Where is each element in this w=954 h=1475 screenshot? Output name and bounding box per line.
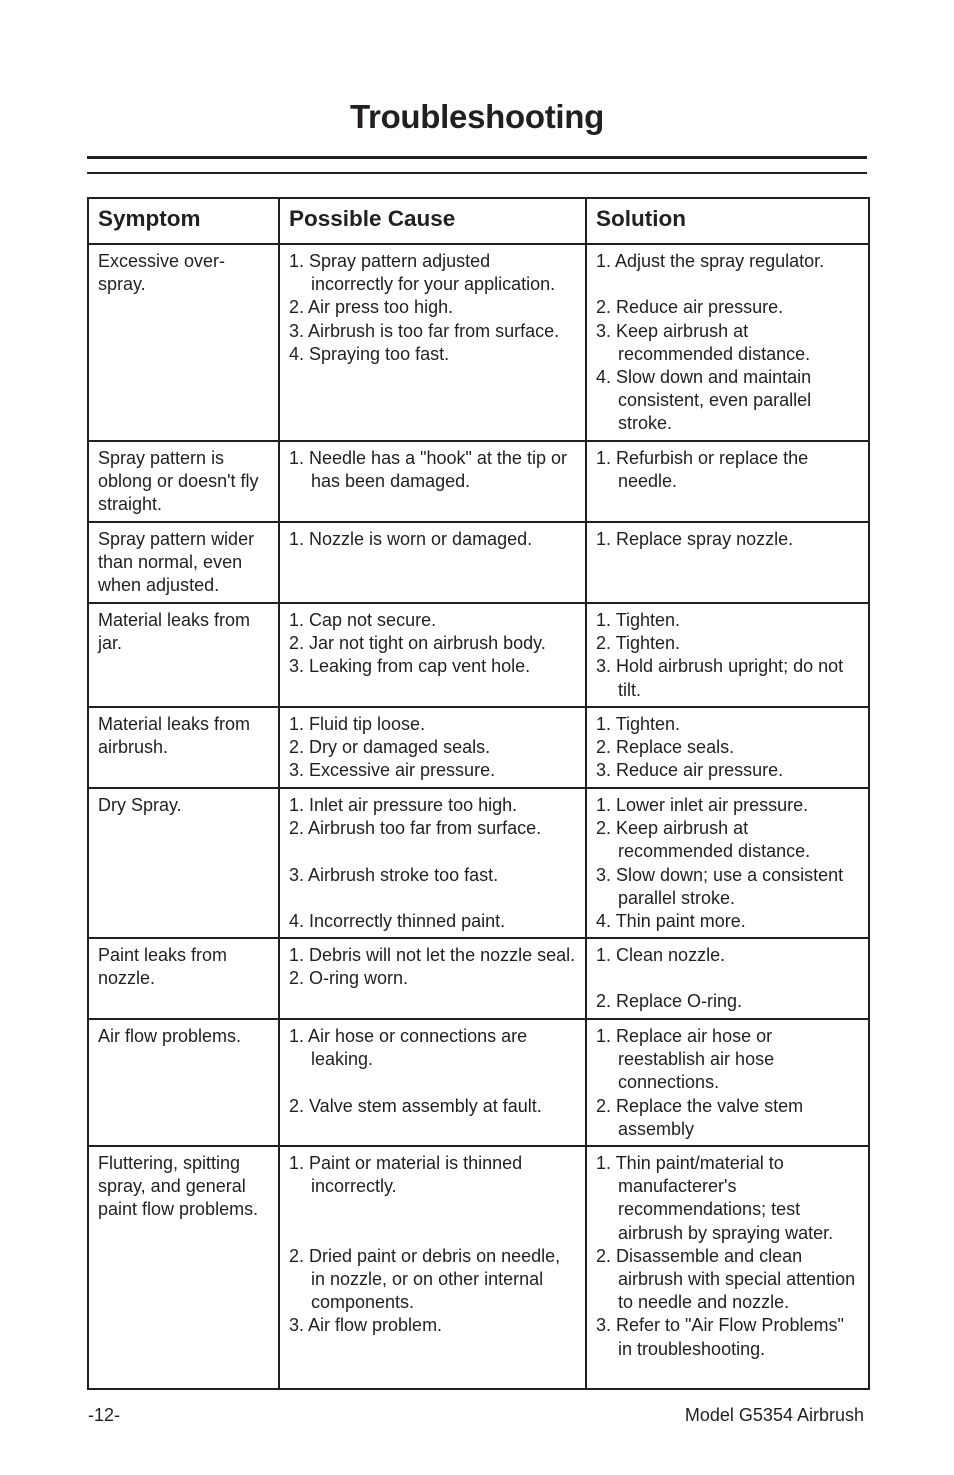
table-row [88,603,869,707]
cause-item: 1. Fluid tip loose. [289,714,426,734]
cause-item: 1. Needle has a "hook" at the tip or has been damaged. [289,448,567,492]
table-row [88,441,869,522]
solution-item: 2. Disassemble and clean airbrush with special attention to needle and nozzle. [596,1245,856,1313]
symptom-cell: Air flow problems. [88,1019,279,1146]
solution-item: 2. Replace seals. [596,737,735,758]
solution-cell [586,1146,869,1389]
solution-cell [586,1019,869,1146]
cause-item: 2. Jar not tight on airbrush body. [289,633,546,654]
solution-item: 2. Keep airbrush at recommended distance. [596,818,811,862]
page-title: Troubleshooting [350,98,604,135]
cause-cell [279,441,586,522]
solution-item: 1. Tighten. [596,714,681,734]
solution-cell [586,522,869,603]
symptom-cell: Spray pattern is oblong or doesn't fly straight. [88,441,279,522]
symptom-cell: Fluttering, spitting spray, and general paint flow problems. [88,1146,279,1389]
solution-cell [586,788,869,938]
title-rule-thick [87,156,867,159]
cause-cell [279,1146,586,1389]
solution-item: 3. Reduce air pressure. [596,760,784,781]
cause-cell [279,244,586,441]
solution-item: 2. Tighten. [596,633,681,654]
page-number: -12- [88,1405,121,1425]
cause-item: 3. Airbrush is too far from surface. [289,320,560,341]
solution-cell [586,244,869,441]
table-row [88,244,869,441]
cause-item: 4. Incorrectly thinned paint. [289,910,506,931]
solution-item: 4. Thin paint more. [596,911,746,932]
cause-item: 1. Debris will not let the nozzle seal. [289,945,576,965]
symptom-cell: Spray pattern wider than normal, even when adjusted. [88,522,279,603]
solution-item: 1. Tighten. [596,610,681,630]
model-name: Model G5354 Airbrush [684,1405,864,1425]
cause-cell [279,938,586,1019]
solution-item: 1. Adjust the spray regulator. [596,251,825,271]
solution-cell [586,441,869,522]
cause-item: 1. Cap not secure. [289,610,437,630]
symptom-cell: Excessive over-spray. [88,244,279,441]
solution-item: 3. Slow down; use a consistent parallel stroke. [596,864,844,908]
table-row [88,522,869,603]
cause-item: 2. Airbrush too far from surface. [289,818,542,839]
table-row [88,707,869,788]
cause-item: 2. Air press too high. [289,297,454,318]
solution-cell [586,707,869,788]
solution-item: 3. Refer to "Air Flow Problems" in troubleshooting. [596,1315,844,1359]
solution-cell [586,938,869,1019]
solution-item: 1. Replace spray nozzle. [596,529,794,549]
cause-cell [279,707,586,788]
header-symptom: Symptom [88,198,279,244]
troubleshooting-table [87,197,870,1390]
cause-item: 2. O-ring worn. [289,968,409,989]
table-row [88,938,869,1019]
header-solution: Solution [586,198,869,244]
cause-cell [279,603,586,707]
cause-item: 2. Valve stem assembly at fault. [289,1095,542,1116]
cause-item: 2. Dried paint or debris on needle, in nozzle, or on other internal components. [289,1245,561,1313]
solution-item: 1. Clean nozzle. [596,945,726,965]
cause-item: 1. Air hose or connections are leaking. [289,1026,528,1070]
cause-item: 1. Inlet air pressure too high. [289,795,518,815]
cause-item: 3. Leaking from cap vent hole. [289,656,531,677]
solution-item: 1. Thin paint/material to manufacterer's recommendations; test airbrush by spraying water. [596,1153,834,1243]
solution-cell [586,603,869,707]
cause-cell [279,1019,586,1146]
cause-item: 3. Excessive air pressure. [289,760,496,781]
table-row [88,788,869,938]
solution-item: 2. Replace the valve stem assembly [596,1095,804,1139]
cause-item: 1. Nozzle is worn or damaged. [289,529,533,549]
solution-item: 4. Slow down and maintain consistent, even parallel stroke. [596,367,812,434]
solution-item: 3. Keep airbrush at recommended distance. [596,320,811,364]
solution-item: 2. Reduce air pressure. [596,297,784,318]
cause-item: 1. Paint or material is thinned incorrectly. [289,1153,523,1197]
cause-cell [279,788,586,938]
table-header-row [88,198,869,244]
symptom-cell: Material leaks from airbrush. [88,707,279,788]
table-row [88,1146,869,1389]
symptom-cell: Material leaks from jar. [88,603,279,707]
solution-item: 1. Lower inlet air pressure. [596,795,809,815]
title-rule-thin [87,172,867,174]
header-possible-cause: Possible Cause [279,198,586,244]
table-row [88,1019,869,1146]
solution-item: 2. Replace O-ring. [596,991,743,1012]
cause-cell [279,522,586,603]
cause-item: 4. Spraying too fast. [289,343,450,364]
solution-item: 1. Replace air hose or reestablish air hose connections. [596,1026,775,1093]
solution-item: 3. Hold airbrush upright; do not tilt. [596,656,844,700]
cause-item: 3. Air flow problem. [289,1315,443,1336]
symptom-cell: Paint leaks from nozzle. [88,938,279,1019]
cause-item: 3. Airbrush stroke too fast. [289,864,499,885]
symptom-cell: Dry Spray. [88,788,279,938]
cause-item: 1. Spray pattern adjusted incorrectly for your application. [289,251,556,295]
solution-item: 1. Refurbish or replace the needle. [596,448,809,492]
cause-item: 2. Dry or damaged seals. [289,737,491,758]
